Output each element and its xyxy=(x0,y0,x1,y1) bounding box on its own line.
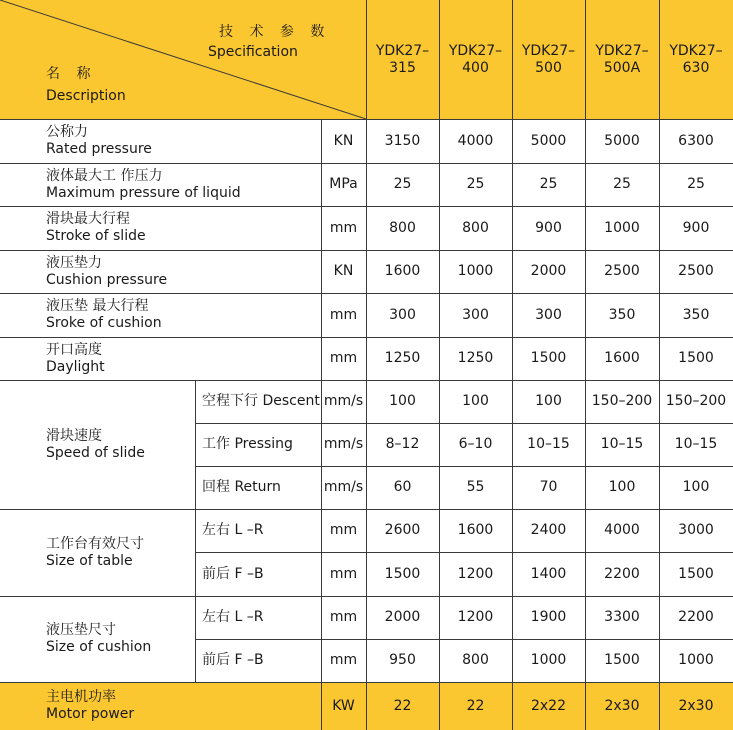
value-cell: 70 xyxy=(539,479,558,495)
grid-line xyxy=(195,639,733,640)
grid-line xyxy=(0,163,733,164)
group-label-en: Size of cushion xyxy=(46,639,152,655)
group-label-cn: 滑块速度 xyxy=(46,427,102,444)
group-label-en: Speed of slide xyxy=(46,444,145,461)
sub-label: 回程 Return xyxy=(202,479,281,495)
value-cell: 1500 xyxy=(604,652,640,668)
spec-label-cn: 技 术 参 数 xyxy=(219,24,331,40)
value-cell: 1900 xyxy=(530,609,567,625)
unit-cell: mm/s xyxy=(323,479,364,495)
value-cell: 900 xyxy=(682,219,710,236)
grid-line xyxy=(0,509,733,510)
row-label xyxy=(0,293,321,337)
value-cell: 300 xyxy=(462,306,489,323)
value-cell: 2500 xyxy=(678,263,714,279)
model-header xyxy=(439,0,512,119)
value-cell: 3150 xyxy=(384,132,421,149)
sub-label: 前后 F –B xyxy=(202,652,264,668)
row-label-cn: 公称力 xyxy=(46,124,88,140)
value-cell: 2400 xyxy=(530,522,567,538)
value-cell: 150–200 xyxy=(591,393,653,409)
model-header xyxy=(366,0,439,119)
group-label-en: Size of table xyxy=(46,552,133,569)
value-cell: 1250 xyxy=(384,350,421,366)
row-label-cn: 液体最大工 作压力 xyxy=(46,167,163,184)
model-header xyxy=(512,0,585,119)
value-cell: 8–12 xyxy=(385,436,420,452)
value-cell: 900 xyxy=(535,219,562,236)
value-cell: 2000 xyxy=(384,609,421,625)
value-cell: 3000 xyxy=(678,522,714,538)
model-prefix: YDK27– xyxy=(375,42,430,59)
value-cell: 4000 xyxy=(457,132,494,149)
value-cell: 10–15 xyxy=(527,436,570,452)
value-cell: 100 xyxy=(389,393,416,409)
value-cell: 6–10 xyxy=(458,436,493,452)
value-cell: 10–15 xyxy=(674,436,718,452)
unit-cell: mm xyxy=(329,652,358,668)
value-cell: 25 xyxy=(539,176,558,192)
row-label xyxy=(0,337,321,380)
model-header xyxy=(585,0,659,119)
value-cell: 1500 xyxy=(678,350,714,366)
model-suffix: 630 xyxy=(682,59,710,76)
grid-line xyxy=(195,423,733,424)
value-cell: 150–200 xyxy=(665,393,727,409)
unit-cell: MPa xyxy=(329,176,358,192)
value-cell: 1500 xyxy=(384,565,421,582)
model-suffix: 500A xyxy=(603,59,641,76)
row-label-cn: 液压垫 最大行程 xyxy=(46,298,149,314)
unit-cell: mm xyxy=(329,306,358,323)
row-label-en: Rated pressure xyxy=(46,141,152,157)
value-cell: 4000 xyxy=(604,522,640,538)
model-suffix: 500 xyxy=(535,59,562,76)
value-cell: 2500 xyxy=(604,263,640,279)
unit-cell: KN xyxy=(333,263,354,279)
value-cell: 300 xyxy=(389,306,416,323)
grid-line xyxy=(195,466,733,467)
row-label-en: Cushion pressure xyxy=(46,271,168,288)
description-label-en: Description xyxy=(46,88,126,104)
group-label xyxy=(0,596,195,682)
model-prefix: YDK27– xyxy=(669,42,723,59)
value-cell: 800 xyxy=(462,219,489,236)
value-cell: 300 xyxy=(535,306,562,323)
grid-line xyxy=(439,0,440,730)
grid-line xyxy=(0,682,733,683)
value-cell: 100 xyxy=(462,393,489,409)
value-cell: 5000 xyxy=(604,132,640,149)
value-cell: 1200 xyxy=(457,565,494,582)
value-cell: 10–15 xyxy=(600,436,644,452)
model-prefix: YDK27– xyxy=(448,42,503,59)
value-cell: 2000 xyxy=(530,263,567,279)
sub-label: 工作 Pressing xyxy=(202,436,293,452)
value-cell: 800 xyxy=(462,652,489,668)
value-cell: 2600 xyxy=(384,522,421,538)
model-suffix: 400 xyxy=(462,59,489,76)
value-cell: 1600 xyxy=(384,263,421,279)
value-cell: 100 xyxy=(682,479,710,495)
grid-line xyxy=(512,0,513,730)
description-label-cn: 名 称 xyxy=(46,66,97,82)
value-cell: 2x22 xyxy=(530,697,566,714)
value-cell: 1000 xyxy=(457,263,494,279)
row-label-en: Stroke of slide xyxy=(46,228,146,244)
value-cell: 1200 xyxy=(457,609,494,625)
group-label-cn: 工作台有效尺寸 xyxy=(46,535,144,552)
grid-line xyxy=(195,380,196,682)
unit-cell: mm xyxy=(329,219,358,236)
value-cell: 1600 xyxy=(457,522,494,538)
grid-line xyxy=(659,0,660,730)
value-cell: 25 xyxy=(466,176,485,192)
value-cell: 25 xyxy=(687,176,705,192)
group-label xyxy=(0,509,195,596)
spec-label-en: Specification xyxy=(208,44,298,60)
value-cell: 1500 xyxy=(678,565,714,582)
model-prefix: YDK27– xyxy=(595,42,649,59)
footer-label-en: Motor power xyxy=(46,706,135,722)
model-prefix: YDK27– xyxy=(521,42,576,59)
group-label xyxy=(0,380,195,509)
row-label-en: Maximum pressure of liquid xyxy=(46,184,241,201)
value-cell: 2200 xyxy=(604,565,640,582)
grid-line xyxy=(0,380,733,381)
value-cell: 22 xyxy=(466,697,485,714)
sub-label: 前后 F –B xyxy=(202,565,264,582)
grid-line xyxy=(0,119,733,120)
value-cell: 1500 xyxy=(530,350,567,366)
model-suffix: 315 xyxy=(389,59,416,76)
footer-label xyxy=(0,682,321,730)
grid-line xyxy=(0,206,733,207)
unit-cell: mm xyxy=(329,522,358,538)
group-label-cn: 液压垫尺寸 xyxy=(46,622,116,638)
row-label xyxy=(0,163,321,206)
unit-cell: mm xyxy=(329,609,358,625)
value-cell: 1600 xyxy=(604,350,640,366)
grid-line xyxy=(0,596,733,597)
row-label xyxy=(0,119,321,163)
value-cell: 350 xyxy=(682,306,710,323)
model-header xyxy=(659,0,733,119)
row-label-cn: 液压垫力 xyxy=(46,254,102,271)
footer-label-cn: 主电机功率 xyxy=(46,689,116,705)
sub-label: 空程下行 Descent xyxy=(202,393,320,409)
value-cell: 5000 xyxy=(530,132,567,149)
value-cell: 2x30 xyxy=(678,697,714,714)
row-label-cn: 滑块最大行程 xyxy=(46,211,130,227)
value-cell: 22 xyxy=(393,697,412,714)
value-cell: 55 xyxy=(466,479,485,495)
grid-line xyxy=(366,0,367,730)
value-cell: 2200 xyxy=(678,609,714,625)
grid-line xyxy=(195,552,733,553)
value-cell: 800 xyxy=(389,219,416,236)
row-label-en: Daylight xyxy=(46,358,105,375)
grid-line xyxy=(0,250,733,251)
row-label xyxy=(0,250,321,293)
value-cell: 1000 xyxy=(678,652,714,668)
unit-cell: mm/s xyxy=(323,436,364,452)
value-cell: 1000 xyxy=(530,652,567,668)
grid-line xyxy=(0,293,733,294)
value-cell: 2x30 xyxy=(604,697,640,714)
unit-cell: mm/s xyxy=(323,393,364,409)
value-cell: 100 xyxy=(535,393,562,409)
value-cell: 6300 xyxy=(678,132,714,149)
value-cell: 950 xyxy=(389,652,416,668)
value-cell: 350 xyxy=(608,306,636,323)
unit-cell: mm xyxy=(329,350,358,366)
grid-line xyxy=(585,0,586,730)
value-cell: 1250 xyxy=(457,350,494,366)
value-cell: 3300 xyxy=(604,609,640,625)
value-cell: 1000 xyxy=(604,219,640,236)
value-cell: 60 xyxy=(393,479,412,495)
grid-line xyxy=(0,337,733,338)
value-cell: 100 xyxy=(608,479,636,495)
value-cell: 25 xyxy=(613,176,631,192)
unit-cell: KN xyxy=(333,132,354,149)
unit-cell: mm xyxy=(329,565,358,582)
value-cell: 1400 xyxy=(530,565,567,582)
row-label xyxy=(0,206,321,250)
row-label-en: Sroke of cushion xyxy=(46,315,162,331)
value-cell: 25 xyxy=(393,176,412,192)
row-label-cn: 开口高度 xyxy=(46,341,102,358)
sub-label: 左右 L –R xyxy=(202,522,264,538)
sub-label: 左右 L –R xyxy=(202,609,264,625)
unit-cell: KW xyxy=(332,697,355,714)
